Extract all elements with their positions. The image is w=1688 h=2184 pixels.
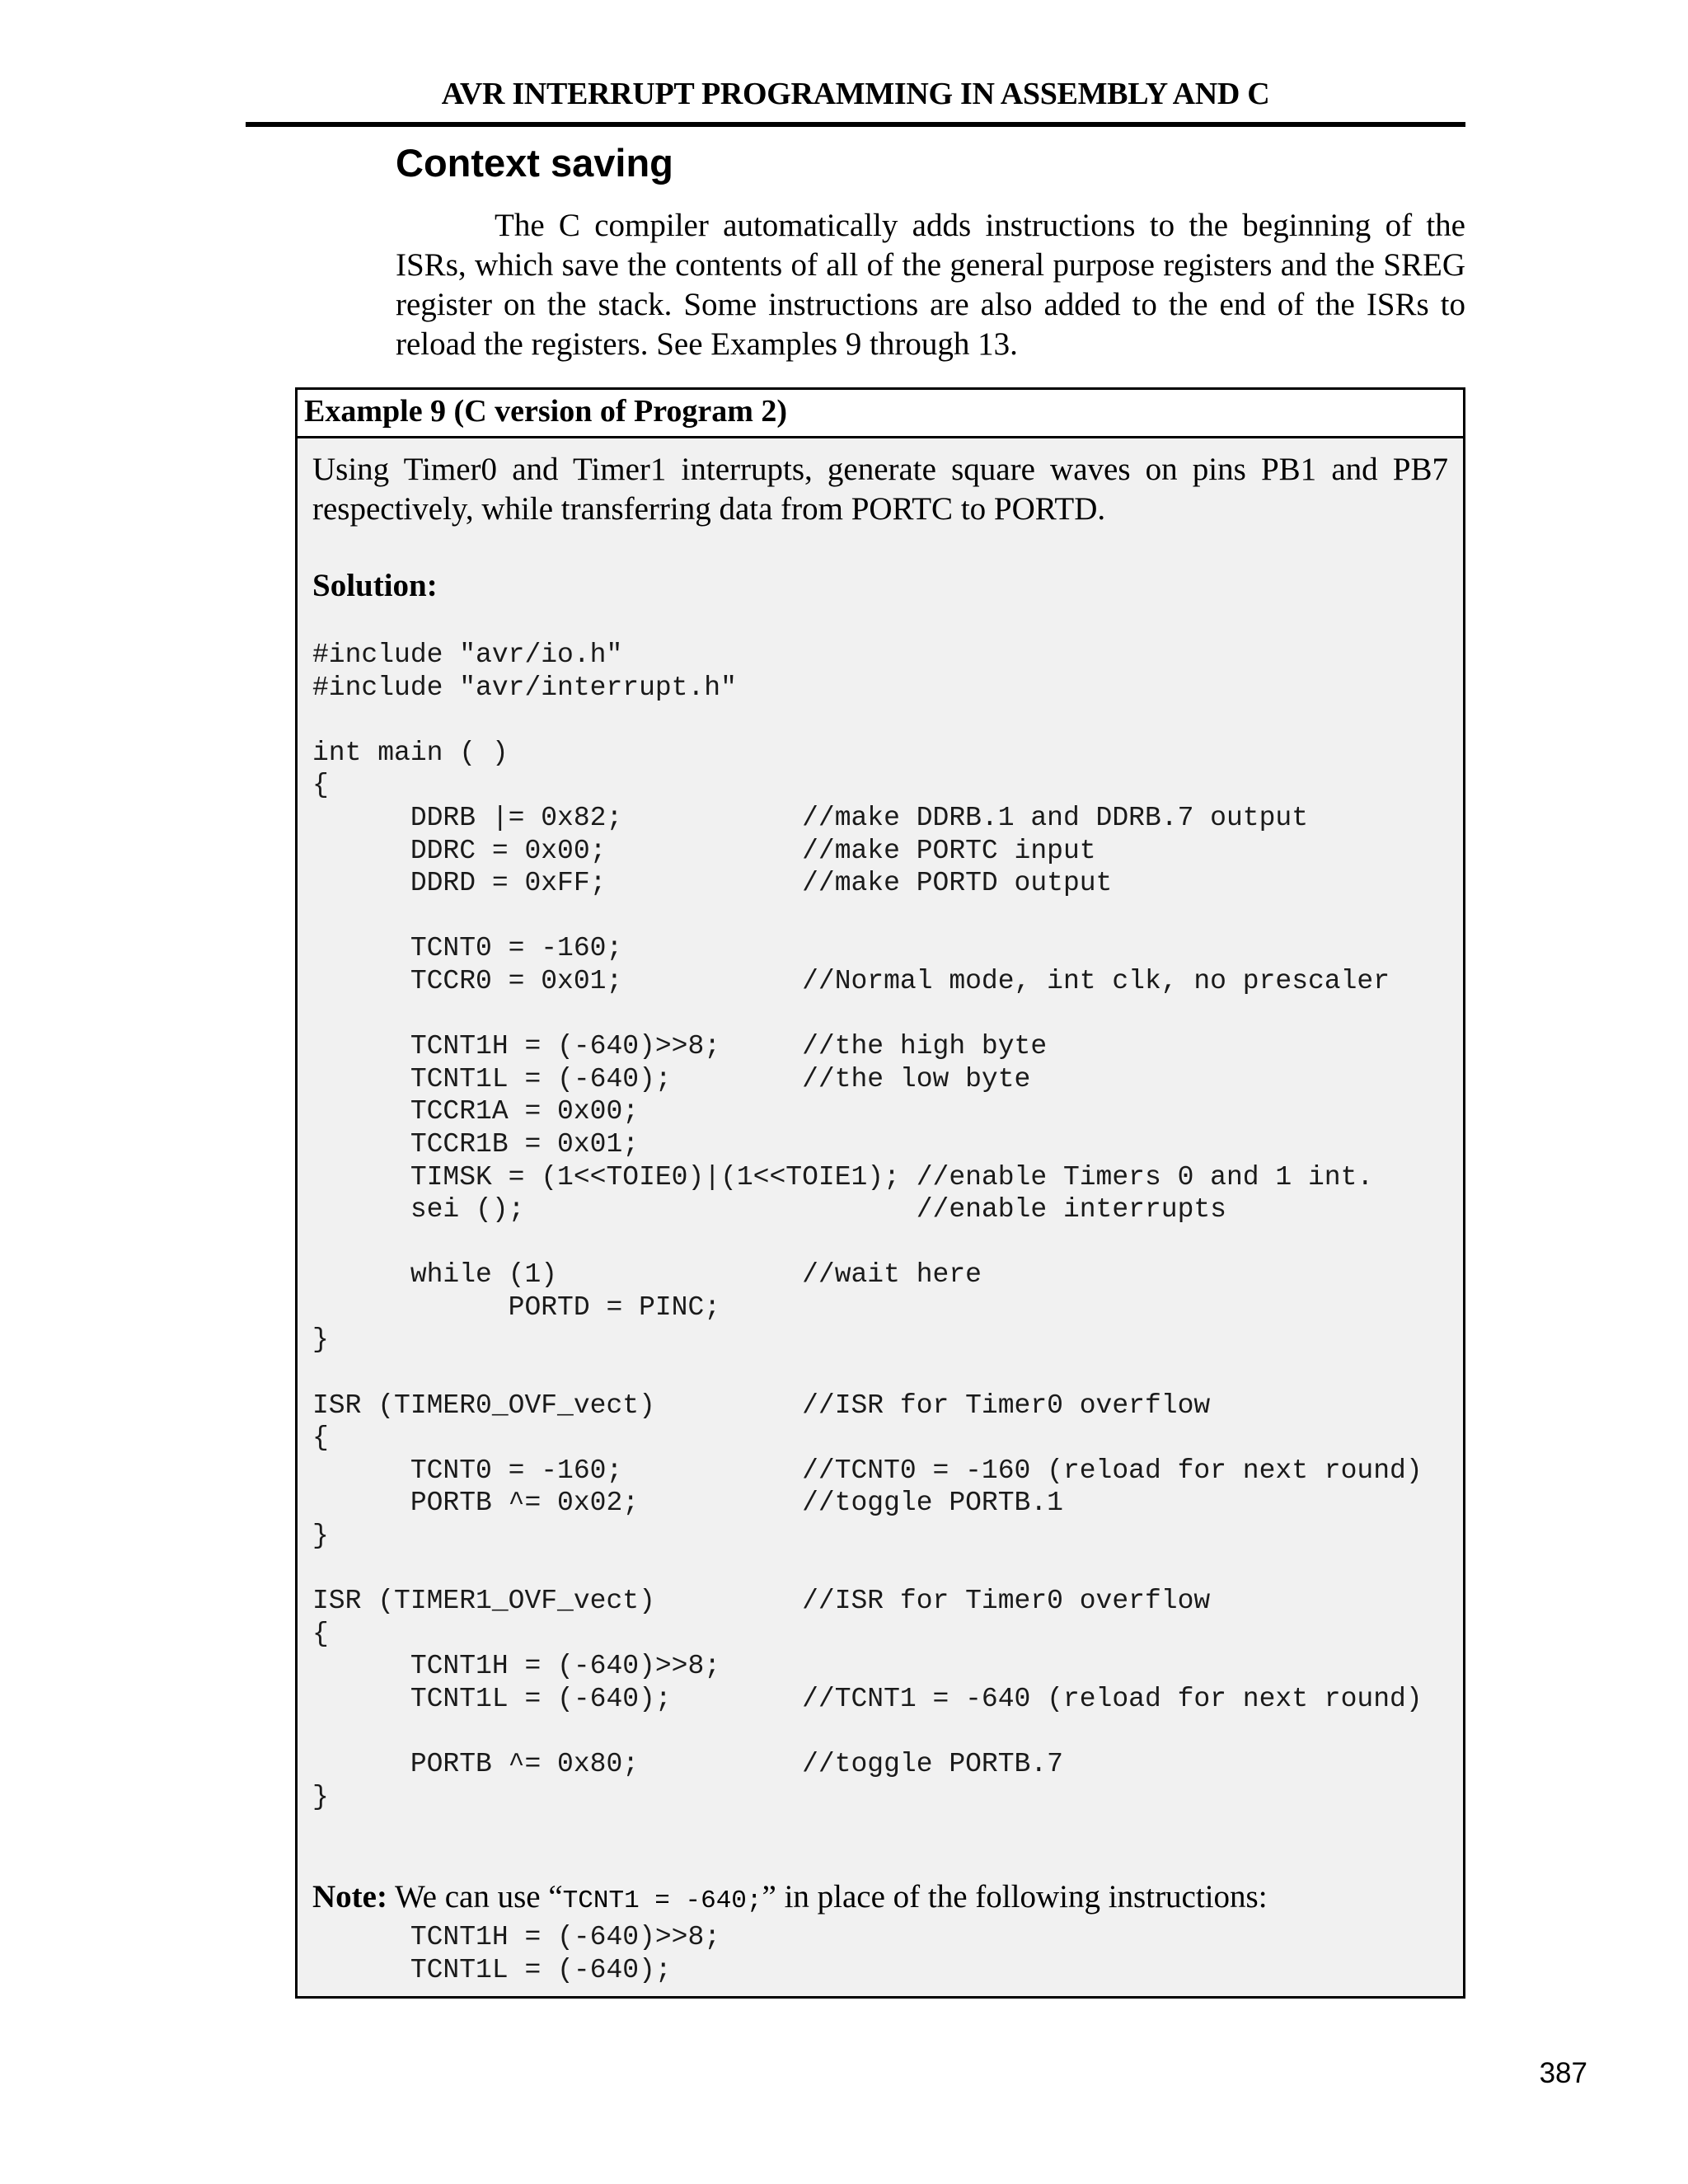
code-line: #include "avr/io.h" xyxy=(312,640,623,670)
code-line: TCNT1L = (-640); xyxy=(312,1954,672,1985)
code-line: TCNT1L = (-640); //the low byte xyxy=(312,1063,1031,1094)
note-label: Note: xyxy=(312,1879,387,1915)
example-box xyxy=(295,387,1465,1999)
example-body xyxy=(298,438,1463,1987)
code-listing xyxy=(312,639,1448,1813)
code-line xyxy=(312,1357,1448,1390)
code-line xyxy=(312,900,1448,933)
problem-statement: Using Timer0 and Timer1 interrupts, generate square waves on pins PB1 and PB7 respectively, while transferring data from PORTC to PORTD. xyxy=(312,452,1448,527)
code-line: } xyxy=(312,1781,329,1812)
example-title: Example 9 (C version of Program 2) xyxy=(298,390,1463,438)
code-line: TCNT0 = -160; xyxy=(312,933,623,964)
code-line: TCNT1L = (-640); //TCNT1 = -640 (reload for next round) xyxy=(312,1684,1423,1714)
solution-label: Solution: xyxy=(312,568,438,603)
code-line: int main ( ) xyxy=(312,737,509,768)
code-line: TCNT1H = (-640)>>8; xyxy=(312,1922,721,1953)
code-line xyxy=(312,1226,1448,1259)
note xyxy=(312,1877,1448,1921)
code-line: } xyxy=(312,1521,329,1552)
code-line: DDRC = 0x00; //make PORTC input xyxy=(312,835,1096,866)
code-line xyxy=(312,1553,1448,1586)
code-line: DDRD = 0xFF; //make PORTD output xyxy=(312,868,1113,899)
intro-paragraph: The C compiler automatically adds instructions to the beginning of the ISRs, which save the contents of all of the general purpose registers and the SREG register on the stack. Some instructions are also added to the end of the ISRs to reload the registers. See Examples 9 through 13. xyxy=(396,208,1465,362)
section-title: Context saving xyxy=(396,141,673,185)
header-rule xyxy=(246,122,1465,127)
code-line: } xyxy=(312,1324,329,1356)
code-line: PORTB ^= 0x02; //toggle PORTB.1 xyxy=(312,1488,1063,1519)
code-line: TCNT0 = -160; //TCNT0 = -160 (reload for next round) xyxy=(312,1455,1423,1486)
code-line: PORTD = PINC; xyxy=(312,1291,721,1323)
page-number: 387 xyxy=(1539,2057,1587,2089)
note-code-listing xyxy=(312,1921,1448,1986)
code-line: TCNT1H = (-640)>>8; xyxy=(312,1651,721,1682)
code-line: { xyxy=(312,770,329,801)
running-header: AVR INTERRUPT PROGRAMMING IN ASSEMBLY AND C xyxy=(441,77,1270,111)
code-line xyxy=(312,998,1448,1031)
code-line: while (1) //wait here xyxy=(312,1259,982,1291)
code-line: #include "avr/interrupt.h" xyxy=(312,672,737,703)
code-line xyxy=(312,704,1448,737)
note-text-before: We can use “ xyxy=(387,1879,563,1915)
code-line: TCCR1B = 0x01; xyxy=(312,1128,640,1160)
code-line: DDRB |= 0x82; //make DDRB.1 and DDRB.7 output xyxy=(312,802,1308,833)
code-line: { xyxy=(312,1618,329,1649)
code-line: { xyxy=(312,1422,329,1454)
code-line: ISR (TIMER0_OVF_vect) //ISR for Timer0 overflow xyxy=(312,1390,1211,1421)
code-line: TCCR1A = 0x00; xyxy=(312,1096,640,1127)
code-line: sei (); //enable interrupts xyxy=(312,1194,1226,1226)
note-inline-code: TCNT1 = -640; xyxy=(562,1886,762,1916)
code-line: TCCR0 = 0x01; //Normal mode, int clk, no prescaler xyxy=(312,965,1390,996)
code-line xyxy=(312,1716,1448,1749)
code-line: TIMSK = (1<<TOIE0)|(1<<TOIE1); //enable Timers 0 and 1 int. xyxy=(312,1161,1374,1193)
code-line: TCNT1H = (-640)>>8; //the high byte xyxy=(312,1031,1048,1062)
note-text-after: ” in place of the following instructions: xyxy=(762,1879,1268,1915)
code-line: PORTB ^= 0x80; //toggle PORTB.7 xyxy=(312,1749,1063,1780)
code-line: ISR (TIMER1_OVF_vect) //ISR for Timer0 overflow xyxy=(312,1586,1211,1617)
